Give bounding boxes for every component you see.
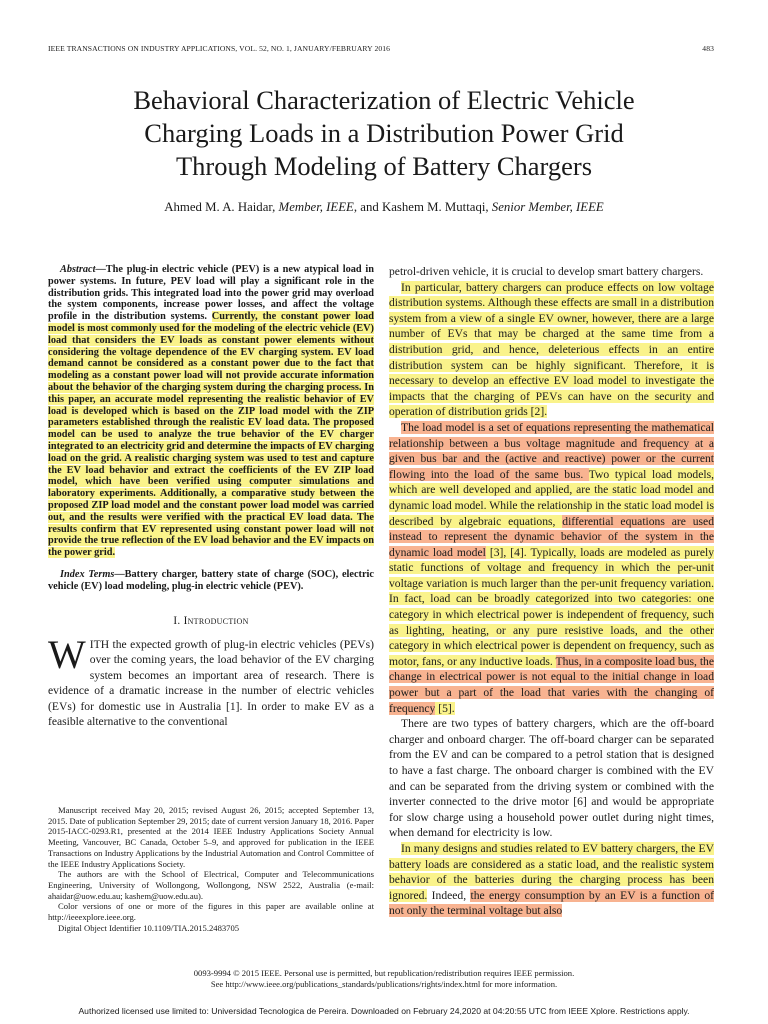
paper-title bbox=[40, 84, 728, 183]
left-column bbox=[48, 264, 374, 730]
right-paragraph-3: There are two types of battery chargers, which are the off-board charger and onboard charger. The off-board charger can be separated from the EV and can be compared to a petrol station that is designed to have a fast charge. The onboard charger is combined with the EV and can be separated from the driving system or combined with the inverter connected to the drive motor [6] and would be appropriate for slow charge using a household power outlet during night times, when demand for electricity is low. bbox=[389, 717, 714, 840]
highlight-p2-c: While the relationship in the static load model is described by algebraic equations, bbox=[389, 498, 714, 528]
index-terms-text: Battery charger, battery state of charge (SOC), electric vehicle (EV) load modeling, plug-in electric vehicle (PEV). bbox=[48, 568, 374, 592]
highlight-p2-g: Thus, in a composite load bus, the change in electrical power is not equal to the initial change in load power but a part of the load that varies with the changing of frequency bbox=[389, 654, 714, 715]
copyright-line-2: See http://www.ieee.org/publications_standards/publications/rights/index.html for more information. bbox=[210, 978, 558, 989]
section-number: I. bbox=[173, 614, 184, 627]
highlight-p4-c: the energy consumption by an EV is a function of not only the terminal voltage but also bbox=[389, 888, 714, 918]
index-terms-label: Index Terms bbox=[60, 568, 115, 580]
footnote-color: Color versions of one or more of the figures in this paper are available online at http://ieeexplore.ieee.org. bbox=[48, 901, 374, 923]
footnote-manuscript: Manuscript received May 20, 2015; revised August 26, 2015; accepted September 13, 2015. Date of publication September 29, 2015; date of current version January 18, 2016. Paper 2015-IACC-0293.R1, presented at the 2014 IEEE Industry Applications Society Annual Meeting, Vancouver, BC Canada, October 5–9, and approved for publication in the IEEE Transactions on Industry Applications by the Industrial Automation and Control Committee of the IEEE Industry Applications Society. bbox=[48, 805, 375, 869]
author-2-role: Senior Member, IEEE bbox=[491, 200, 604, 214]
right-paragraph-continuation: petrol-driven vehicle, it is crucial to develop smart battery chargers. bbox=[389, 265, 704, 278]
highlight-p2-a: The load model is a set of equations representing the mathematical relationship between a bus voltage magnitude and frequency at a given bus bar and the (active and reactive) power or the current flowing into the load of the same bus. bbox=[389, 420, 714, 481]
author-1-name: Ahmed M. A. Haidar, bbox=[164, 200, 279, 214]
copyright-notice bbox=[40, 968, 728, 989]
section-title: Introduction bbox=[183, 614, 249, 627]
index-terms bbox=[48, 569, 374, 593]
right-paragraph-1 bbox=[389, 280, 714, 420]
highlight-p1: In particular, battery chargers can produce effects on low voltage distribution systems. Although these effects are small in a distribution system from a view of a single EV owner, however, there are a large number of EVs that may be charged at the same time from a distribution grid, and hence, deleterious effects in an entire distribution system can be highly significant. Therefore, it is necessary to develop an effective EV load model to investigate the impacts that the charging of PEVs can have on the security and operation of distribution grids [2]. bbox=[389, 280, 714, 419]
highlight-p4-a: In many designs and studies related to EV battery chargers, the EV battery loads are considered as a static load, and the realistic system behavior of the batteries during the charging process has been ignored. bbox=[389, 841, 714, 902]
footnotes bbox=[48, 805, 374, 933]
abstract-dash: — bbox=[95, 264, 106, 275]
intro-paragraph bbox=[48, 631, 374, 731]
copyright-line-1: 0093-9994 © 2015 IEEE. Personal use is permitted, but republication/redistribution requires IEEE permission. bbox=[193, 968, 575, 978]
footnote-affiliation: The authors are with the School of Electrical, Computer and Telecommunications Engineering, University of Wollongong, Wollongong, NSW 2522, Australia (e-mail: ahaidar@uow.edu.au; kashem@uow.edu.au). bbox=[48, 869, 374, 901]
index-terms-dash: — bbox=[114, 568, 125, 580]
p4-connector: Indeed, bbox=[427, 888, 471, 902]
page-number: 483 bbox=[702, 44, 714, 53]
highlight-p2-b: Two typical load models, which are well developed and applied, are the static load model and dynamic load model. bbox=[389, 467, 714, 512]
section-heading-introduction bbox=[48, 615, 374, 627]
title-line-1: Behavioral Characterization of Electric Vehicle bbox=[133, 85, 635, 115]
intro-text: ITH the expected growth of plug-in electric vehicles (PEVs) over the coming years, the load behavior of the EV charging system becomes an important area of research. There is evidence of a dramatic increase in the number of electric vehicles (EVs) for domestic use in Australia [1]. In order to make EV as a feasible alternative to the conventional bbox=[48, 637, 374, 729]
running-header bbox=[48, 44, 714, 53]
right-paragraph-4 bbox=[389, 841, 714, 919]
highlight-p2-h: [5]. bbox=[435, 701, 455, 715]
highlight-p2-d: differential equations are used instead to represent the dynamic behavior of the system in the dynamic load model bbox=[389, 514, 714, 559]
title-line-2: Charging Loads in a Distribution Power Grid bbox=[144, 118, 624, 148]
highlight-p2-f: Typically, loads are modeled as purely static functions of voltage and frequency in which the per-unit voltage variation is much larger than the per-unit frequency variation. In fact, load can be broadly categorized into two categories: one category in which electrical power is independent of frequency, such as lighting, heating, or any pure resistive loads, and the other category in which electrical power is dependent on frequency, such as motor, fans, or any inductive loads. bbox=[389, 545, 714, 668]
authorized-use-notice: Authorized licensed use limited to: Universidad Tecnologica de Pereira. Downloaded on February 24,2020 at 04:20:55 UTC from IEEE Xplore. Restrictions apply. bbox=[78, 1006, 690, 1016]
right-paragraph-2 bbox=[389, 420, 714, 716]
footnote-doi: Digital Object Identifier 10.1109/TIA.2015.2483705 bbox=[58, 922, 240, 933]
highlight-p2-e: [3], [4]. bbox=[485, 545, 531, 559]
drop-cap: W bbox=[48, 631, 86, 677]
abstract-highlight: Currently, the constant power load model is most commonly used for the modeling of the electric vehicle (EV) load that considers the EV loads as constant power elements without considering the voltage dependence of the EV charging system. EV load demand cannot be considered as a constant power due to the fact that modeling as a constant power load will not provide accurate information about the behavior of the charging system during the charging process. In this paper, an accurate model representing the realistic behavior of EV load is developed which is based on the ZIP load model with the ZIP parameters established through the realistic EV load data. The proposed model can be used to analyze the true behavior of the EV charger integrated to an electricity grid and determine the impacts of EV charging load on the grid. A realistic charging system was used to test and capture the EV load behavior and extract the coefficients of the EV ZIP load model, which have been verified using computer simulations and laboratory experiments. Additionally, a comparative study between the proposed ZIP load model and the constant power load model was carried out, and the results were verified with the practical EV load data. The results confirm that EV represented using constant power load will not provide the true reflection of the EV load behavior and the EV impacts on the power grid. bbox=[48, 311, 374, 559]
journal-citation: IEEE TRANSACTIONS ON INDUSTRY APPLICATIONS, VOL. 52, NO. 1, JANUARY/FEBRUARY 2016 bbox=[48, 44, 391, 53]
author-separator: , and Kashem M. Muttaqi, bbox=[353, 200, 492, 214]
abstract-label: Abstract bbox=[60, 264, 96, 275]
abstract bbox=[48, 264, 374, 559]
abstract-part-1: The plug-in electric vehicle (PEV) is a new atypical load in power systems. In future, PEV load will play a significant role in the distribution grids. This integrated load into the power grid may overload the system components, increase power losses, and affect the voltage profile in the distribution systems. bbox=[48, 264, 374, 323]
right-column bbox=[389, 264, 714, 919]
author-1-role: Member, IEEE bbox=[278, 200, 354, 214]
title-line-3: Through Modeling of Battery Chargers bbox=[175, 151, 593, 181]
author-line bbox=[40, 200, 728, 215]
